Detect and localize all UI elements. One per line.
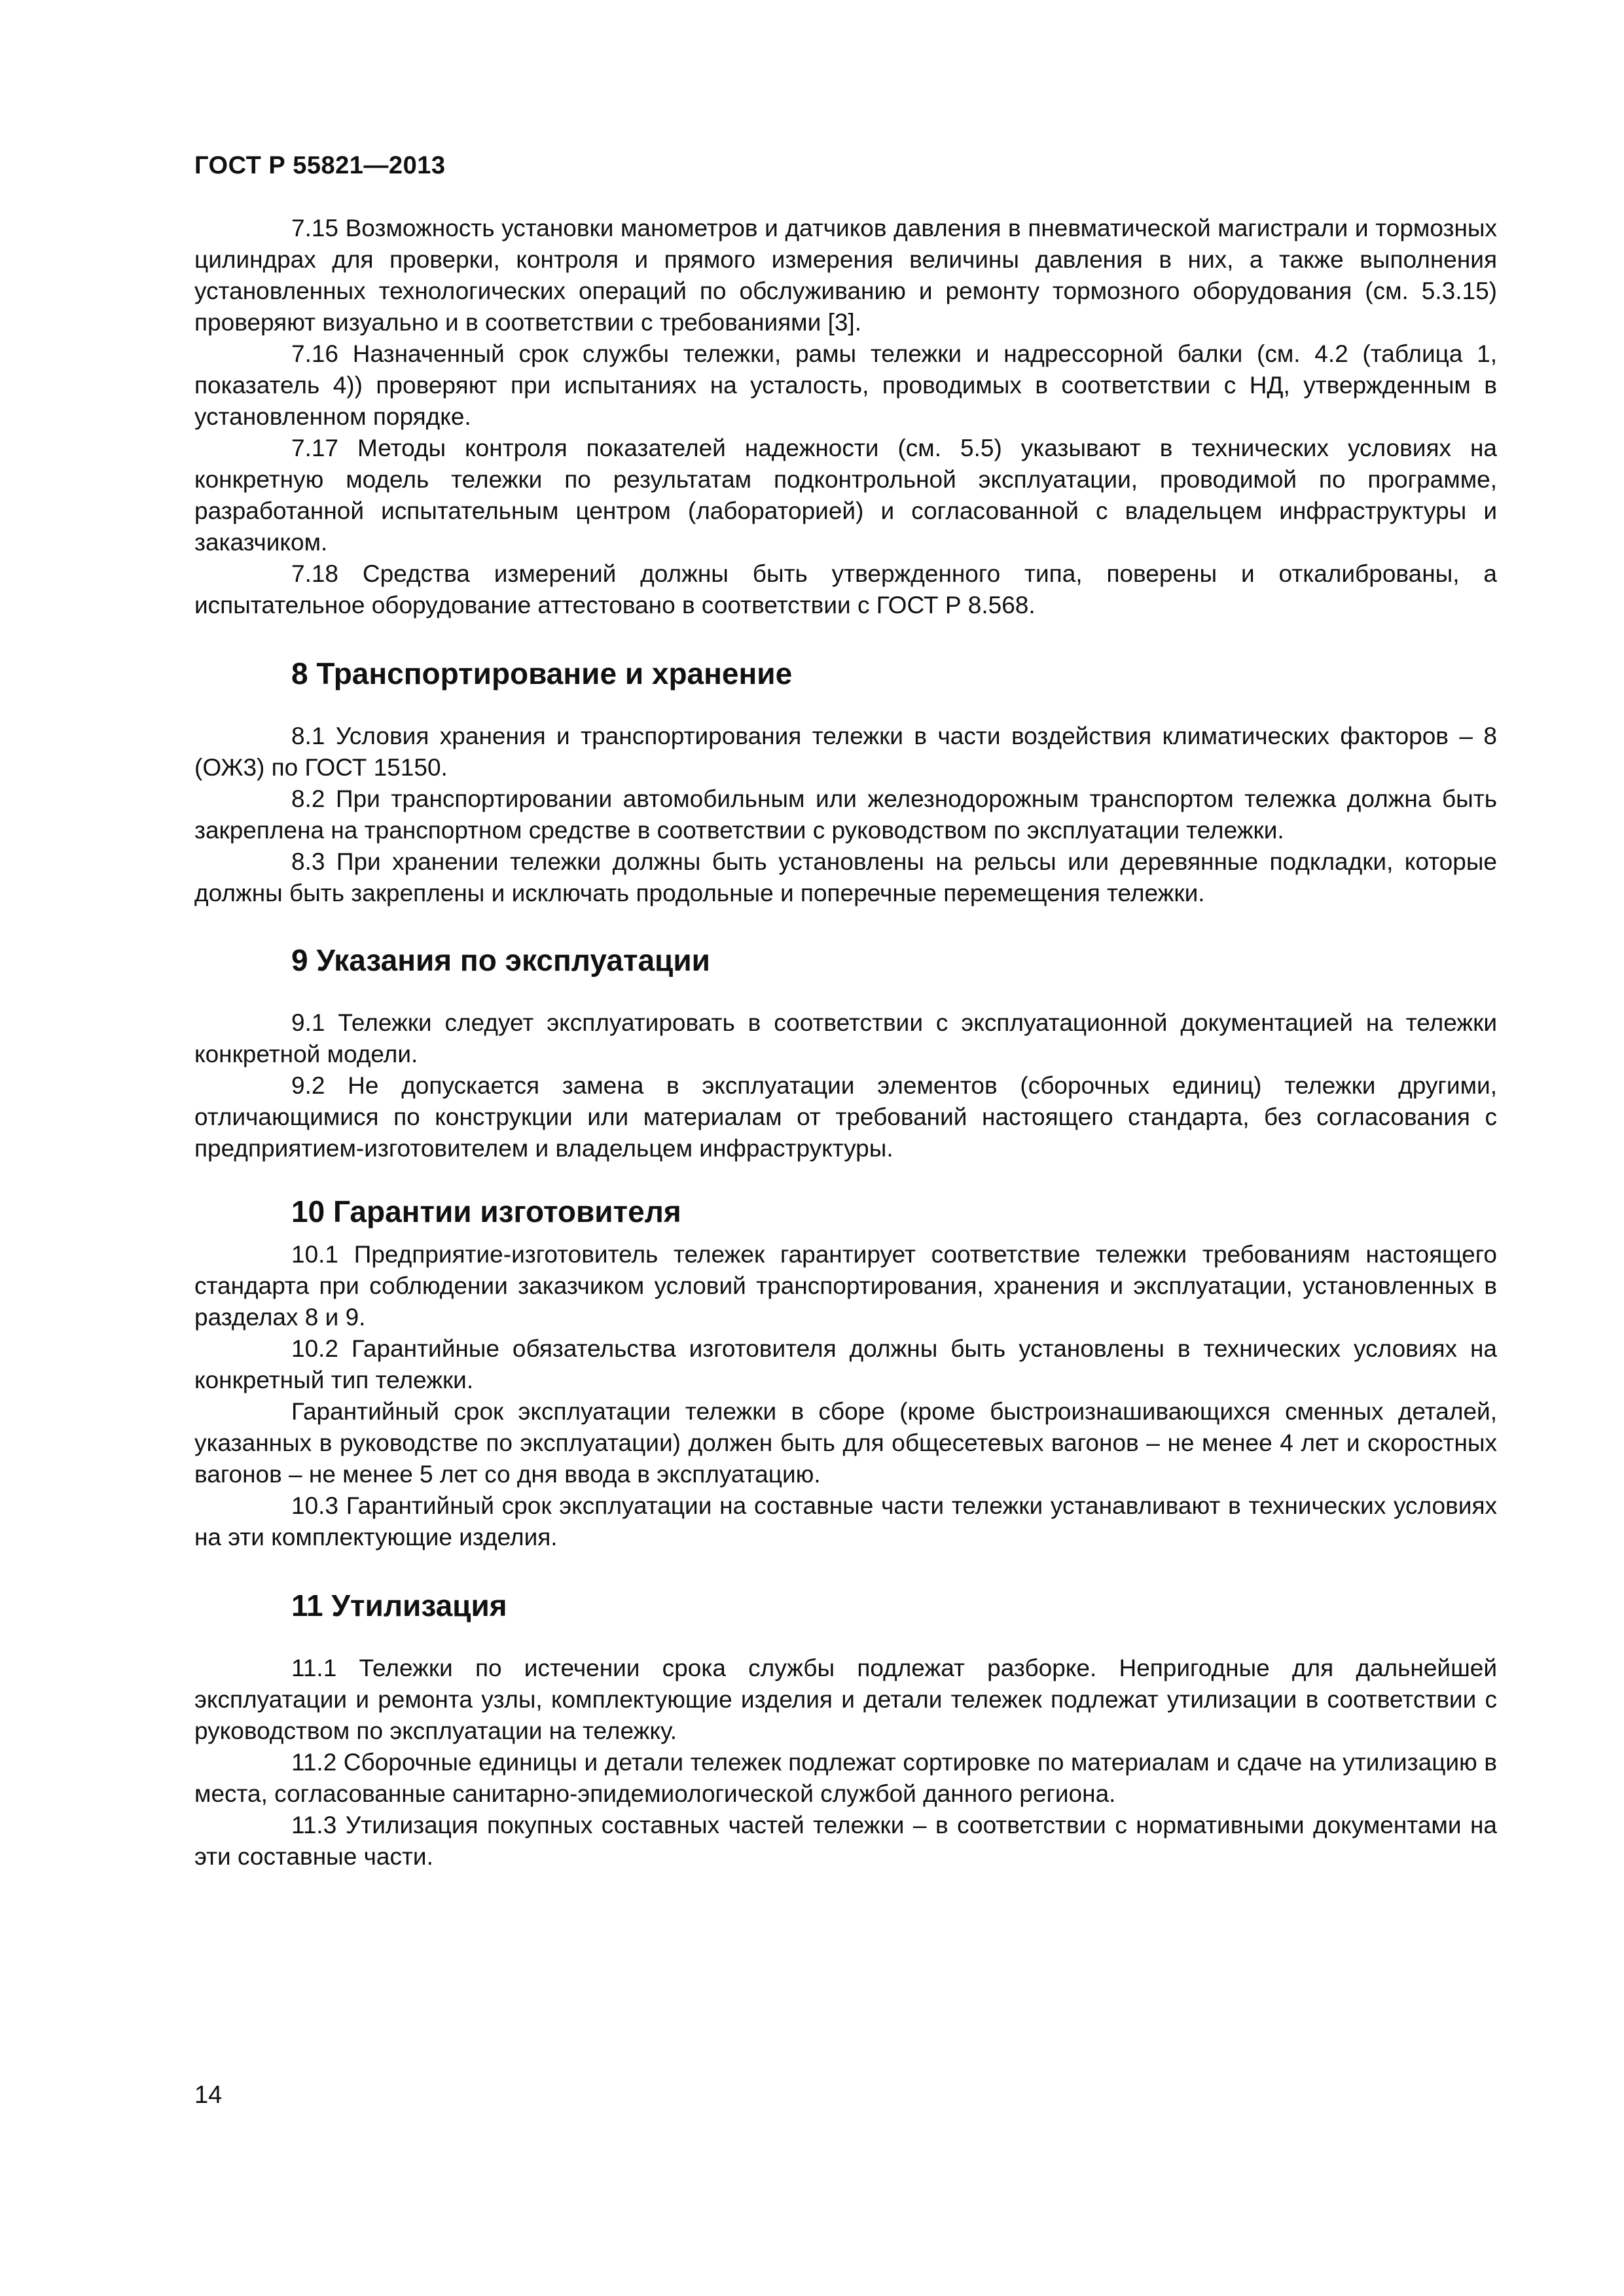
paragraph-9-2: 9.2 Не допускается замена в эксплуатации элементов (сборочных единиц) тележки другими, отличающимися по конструкции или материалам от требований настоящего стандарта, без согласования с предприятием-изготовителем и владельцем инфраструктуры.: [194, 1072, 1497, 1162]
paragraph-10-1: 10.1 Предприятие-изготовитель тележек гарантирует соответствие тележки требованиям настоящего стандарта при соблюдении заказчиком условий транспортирования, хранения и эксплуатации, установленных в разделах 8 и 9.: [194, 1241, 1497, 1331]
page-number: 14: [194, 2081, 223, 2109]
paragraph-7-17: 7.17 Методы контроля показателей надежности (см. 5.5) указывают в технических условиях на конкретную модель тележки по результатам подконтрольной эксплуатации, проводимой по программе, разработанной испытательным центром (лабораторией) и согласованной с владельцем инфраструктуры и заказчиком.: [194, 435, 1497, 556]
section-11-heading: 11 Утилизация: [291, 1588, 507, 1623]
paragraph-9-1: 9.1 Тележки следует эксплуатировать в соответствии с эксплуатационной документацией на тележки конкретной модели.: [194, 1009, 1497, 1067]
paragraph-8-2: 8.2 При транспортировании автомобильным или железнодорожным транспортом тележка должна быть закреплена на транспортном средстве в соответствии с руководством по эксплуатации тележки.: [194, 785, 1497, 844]
paragraph-11-1: 11.1 Тележки по истечении срока службы подлежат разборке. Непригодные для дальнейшей эксплуатации и ремонта узлы, комплектующие изделия и детали тележек подлежат утилизации в соответствии с руководством по эксплуатации на тележку.: [194, 1655, 1497, 1744]
paragraph-8-1: 8.1 Условия хранения и транспортирования тележки в части воздействия климатических факторов – 8 (ОЖ3) по ГОСТ 15150.: [194, 723, 1497, 781]
paragraph-7-16: 7.16 Назначенный срок службы тележки, рамы тележки и надрессорной балки (см. 4.2 (таблица 1, показатель 4)) проверяют при испытаниях на усталость, проводимых в соответствии с НД, утвержденным в установленном порядке.: [194, 340, 1497, 430]
section-8-heading: 8 Транспортирование и хранение: [291, 656, 793, 691]
paragraph-10-2: 10.2 Гарантийные обязательства изготовителя должны быть установлены в технических условиях на конкретный тип тележки.: [194, 1335, 1497, 1393]
document-code-header: ГОСТ Р 55821—2013: [194, 152, 446, 179]
paragraph-10-3: 10.3 Гарантийный срок эксплуатации на составные части тележки устанавливают в технических условиях на эти комплектующие изделия.: [194, 1492, 1497, 1551]
paragraph-7-18: 7.18 Средства измерений должны быть утвержденного типа, поверены и откалиброваны, а испытательное оборудование аттестовано в соответствии с ГОСТ Р 8.568.: [194, 560, 1497, 619]
paragraph-11-2: 11.2 Сборочные единицы и детали тележек подлежат сортировке по материалам и сдаче на утилизацию в места, согласованные санитарно-эпидемиологической службой данного региона.: [194, 1749, 1497, 1807]
paragraph-7-15: 7.15 Возможность установки манометров и датчиков давления в пневматической магистрали и тормозных цилиндрах для проверки, контроля и прямого измерения величины давления в них, а также выполнения установленных технологических операций по обслуживанию и ремонту тормозного оборудования (см. 5.3.15) проверяют визуально и в соответствии с требованиями [3].: [194, 215, 1497, 336]
document-body: [194, 213, 1497, 1873]
paragraph-8-3: 8.3 При хранении тележки должны быть установлены на рельсы или деревянные подкладки, которые должны быть закреплены и исключать продольные и поперечные перемещения тележки.: [194, 848, 1497, 906]
paragraph-10-2-warranty: Гарантийный срок эксплуатации тележки в сборе (кроме быстроизнашивающихся сменных деталей, указанных в руководстве по эксплуатации) должен быть для общесетевых вагонов – не менее 4 лет и скоростных вагонов – не менее 5 лет со дня ввода в эксплуатацию.: [194, 1398, 1497, 1488]
section-10-heading: 10 Гарантии изготовителя: [291, 1194, 681, 1229]
paragraph-11-3: 11.3 Утилизация покупных составных частей тележки – в соответствии с нормативными документами на эти составные части.: [194, 1812, 1497, 1870]
section-9-heading: 9 Указания по эксплуатации: [291, 943, 710, 977]
